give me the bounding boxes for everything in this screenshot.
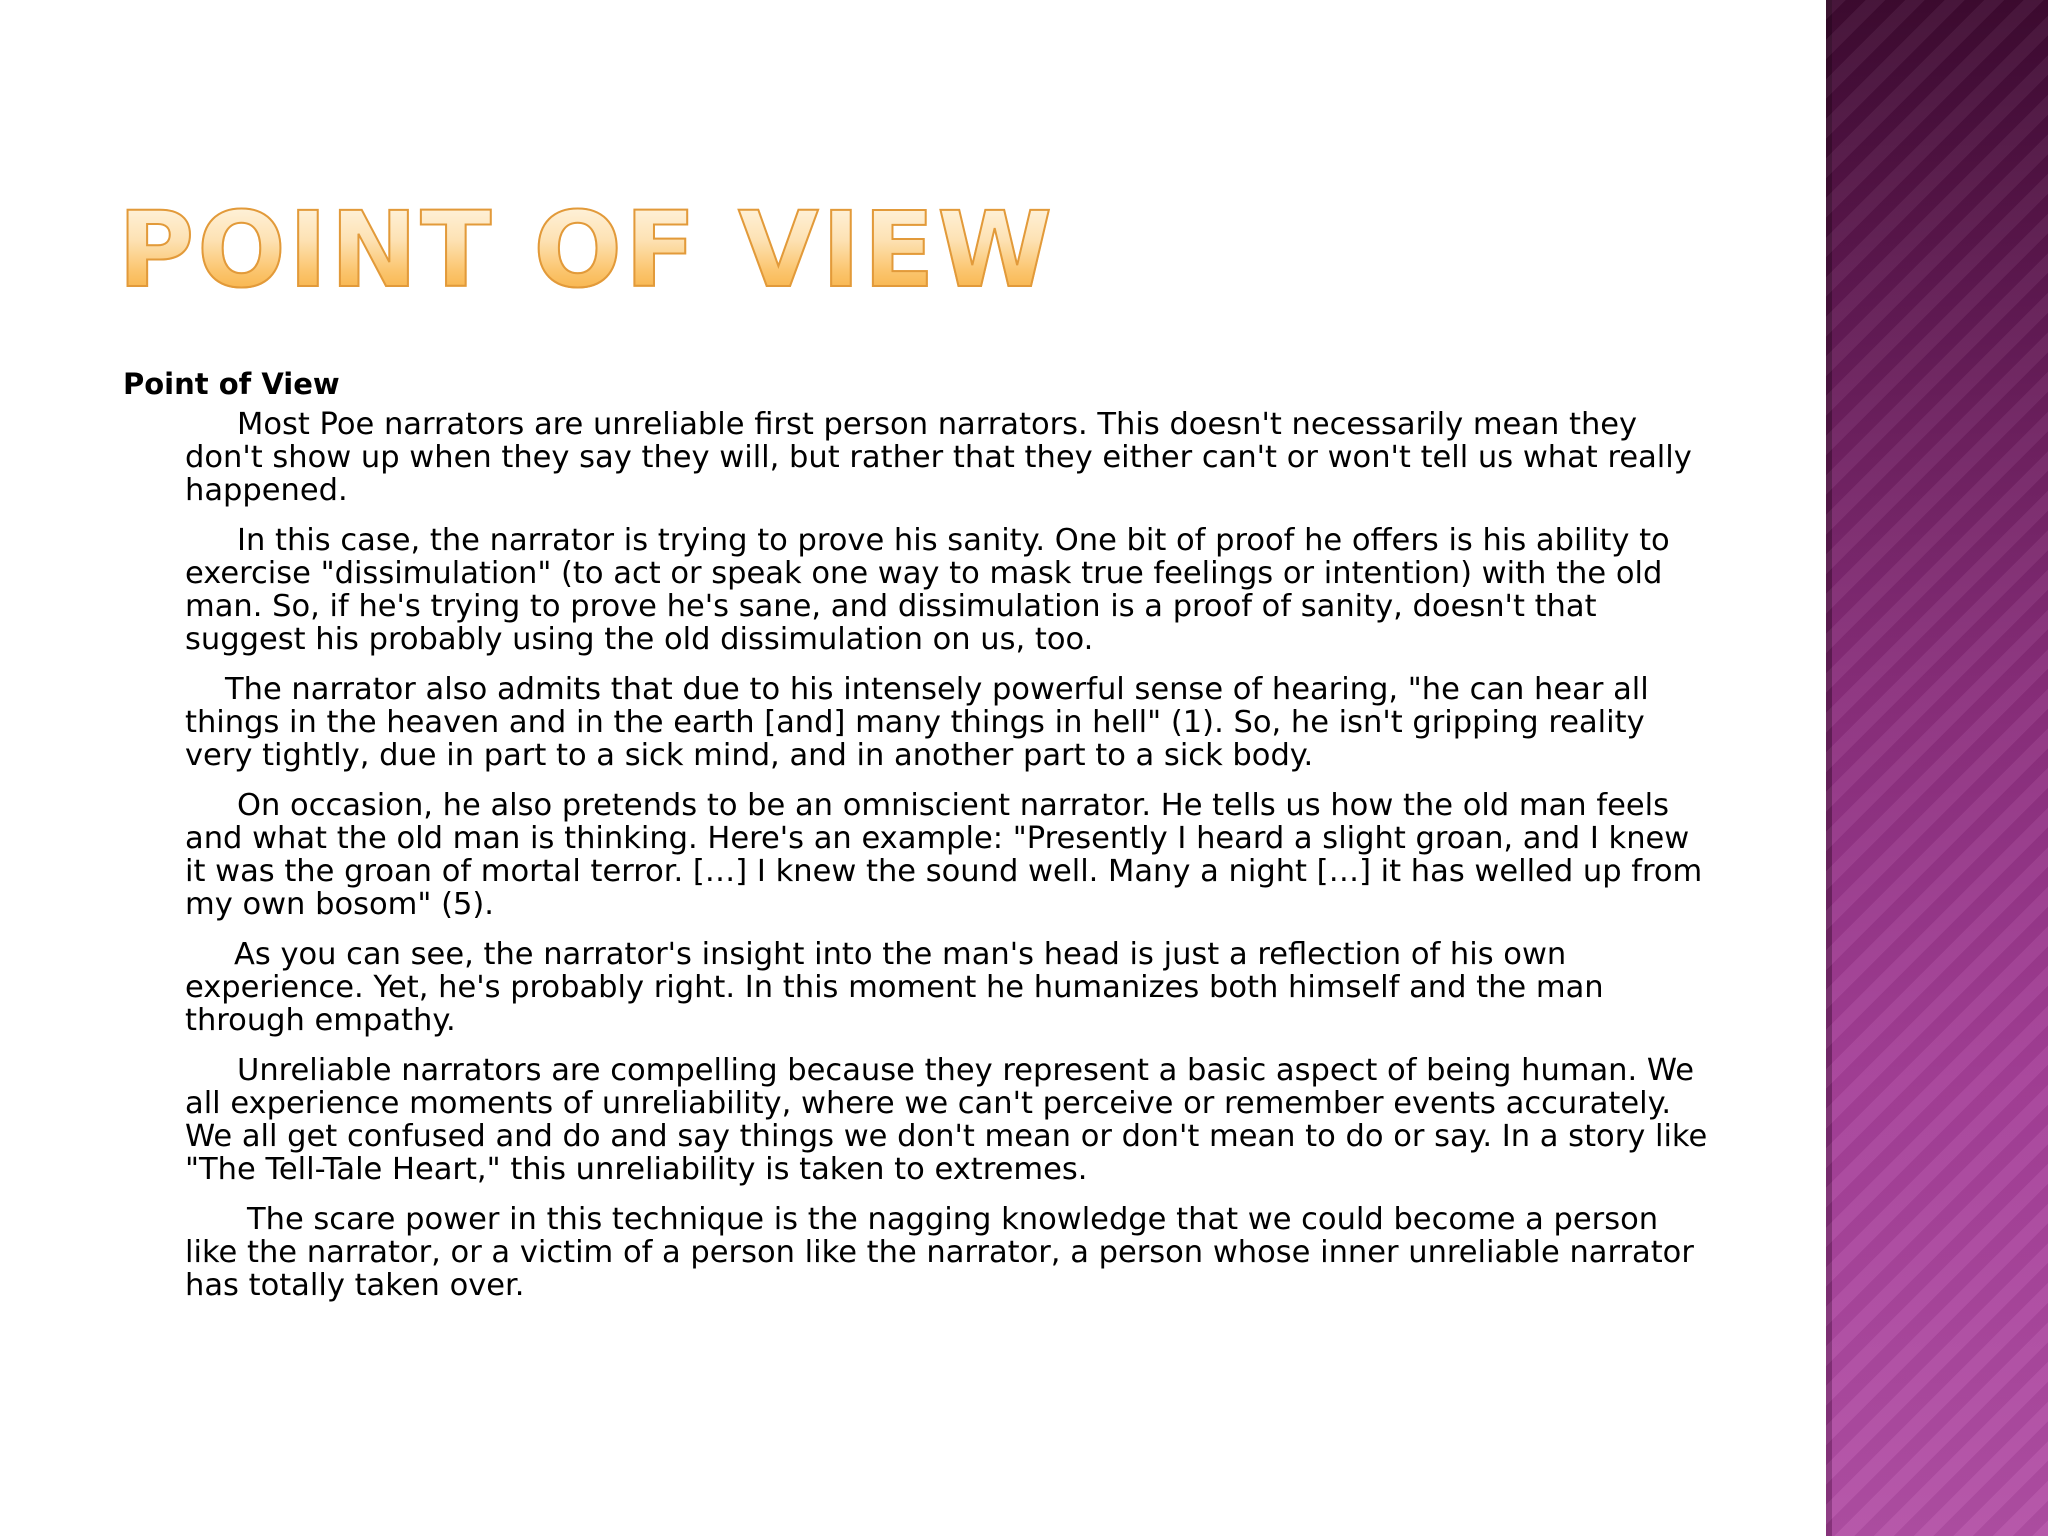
paragraph-7: The scare power in this technique is the nagging knowledge that we could become a person like the narrator, or a victim of a person like the narrator, a person whose inner unreliable narrator has totally taken over. bbox=[185, 1202, 1694, 1303]
side-bar-texture bbox=[1826, 0, 2048, 1536]
paragraph-1: Most Poe narrators are unreliable first person narrators. This doesn't necessarily mean they don't show up when they say they will, but rather that they either can't or won't tell us what really happened. bbox=[185, 407, 1692, 508]
section-heading: Point of View bbox=[123, 367, 340, 401]
slide-body bbox=[123, 364, 1713, 1319]
paragraph-4: On occasion, he also pretends to be an omniscient narrator. He tells us how the old man feels and what the old man is thinking. Here's an example: "Presently I heard a slight groan, and I knew it was the groan of mortal terror. […] I knew the sound well. Many a night […] it has welled up from my own bosom" (5). bbox=[185, 788, 1703, 922]
slide-title: POINT OF VIEW bbox=[118, 189, 1056, 311]
paragraph-6: Unreliable narrators are compelling because they represent a basic aspect of being human. We all experience moments of unreliability, where we can't perceive or remember events accurately. We all get confused and do and say things we don't mean or don't mean to do or say. In a story like "The Tell-Tale Heart," this unreliability is taken to extremes. bbox=[185, 1053, 1708, 1187]
paragraph-3: The narrator also admits that due to his intensely powerful sense of hearing, "he can hear all things in the heaven and in the earth [and] many things in hell" (1). So, he isn't gripping reality very tightly, due in part to a sick mind, and in another part to a sick body. bbox=[185, 672, 1649, 773]
decorative-side-bar bbox=[1826, 0, 2048, 1536]
paragraph-5: As you can see, the narrator's insight into the man's head is just a reflection of his own experience. Yet, he's probably right. In this moment he humanizes both himself and the man through empathy. bbox=[185, 937, 1604, 1038]
paragraph-2: In this case, the narrator is trying to prove his sanity. One bit of proof he offers is his ability to exercise "dissimulation" (to act or speak one way to mask true feelings or intention) with the old man. So, if he's trying to prove he's sane, and dissimulation is a proof of sanity, doesn't that suggest his probably using the old dissimulation on us, too. bbox=[185, 523, 1670, 657]
